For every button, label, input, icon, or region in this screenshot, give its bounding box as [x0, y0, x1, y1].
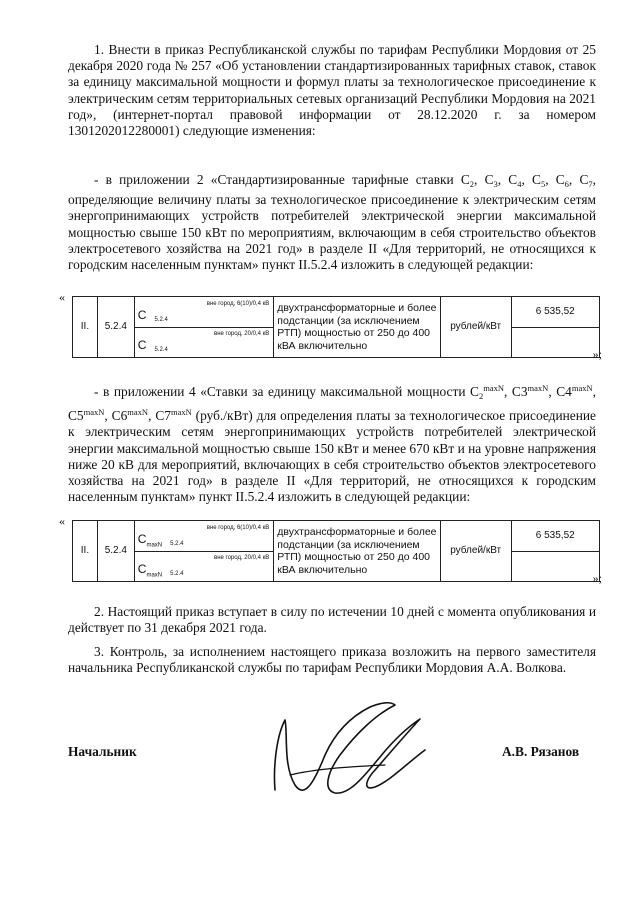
table-1-item: 5.2.4: [97, 297, 134, 358]
table-2-unit: рублей/кВт: [440, 521, 511, 582]
table-1-section: II.: [73, 297, 98, 358]
table-1-description: двухтрансформаторные и более подстанции (за исключением РТП) мощностью от 250 до 400 кВА включительно: [274, 297, 441, 358]
table-2-description: двухтрансформаторные и более подстанции (за исключением РТП) мощностью от 250 до 400 кВА включительно: [274, 521, 441, 582]
signature-position: Начальник: [68, 744, 137, 759]
table-2-section: II.: [73, 521, 98, 582]
appendix-4-text-end: (руб./кВт) для определения платы за технологическое присоединение к электрическим сетям энергопринимающих устройств потребителей электрической энергии максимальной мощностью свыше 150 кВт и менее 670 кВт и на уровне напряжения ниже 20 кВ для мероприятий, включающих в себя строительство объектов электросетевого хозяйства на 2021 год» в разделе II «Для территорий, не относящихся к городским населенным пунктам» пункт II.5.2.4 изложить в следующей редакции:: [68, 408, 596, 505]
item-1-text: 1. Внести в приказ Республиканской службы по тарифам Республики Мордовия от 25 декабря 2020 года № 257 «Об установлении стандартизированных тарифных ставок, ставок за единицу максимальной мощности и формул платы за технологическое присоединение к электрическим сетям территориальных сетевых организаций Республики Мордовия на 2021 год», (интернет-портал правовой информации от 28.12.2020 г. за номером 1301202012280001) следующие изменения:: [68, 42, 596, 139]
table-2-item: 5.2.4: [97, 521, 134, 582]
appendix-2-text-end: , определяющие величину платы за технологическое присоединение к электрическим сетям энергопринимающих устройств потребителей электрической энергии максимальной мощностью свыше 150 кВт по мероприятиям, включающим в себя строительство объектов электросетевого хозяйства на 2021 год» в разделе II «Для территорий, не относящихся к городским населенным пунктам» пункт II.5.2.4 изложить в следующей редакции:: [68, 172, 596, 273]
rate-table-2: « II. 5.2.4 вне город, 6(10)/0,4 кВ $С_{maxN}$ 5.2.4 двухтрансформаторные и более подстанции (за исключением РТП) мощностью от 250 до 400 кВА включительно рублей/кВт 6 535,52 вне город, 20/0,4 кВ $С_{maxN}$ 5.2.4 »;: [59, 514, 602, 585]
item-3-paragraph: [68, 644, 596, 676]
table-1-row-2-symbol: вне город, 20/0,4 кВ С 5.2.4: [134, 327, 273, 358]
table-2-value: 6 535,52: [511, 521, 599, 552]
table-2-row-1-symbol: вне город, 6(10)/0,4 кВ $С_{maxN}$ 5.2.4: [134, 521, 273, 552]
signature-name: А.В. Рязанов: [502, 744, 580, 759]
handwritten-signature: [255, 695, 445, 815]
appendix-2-paragraph: - в приложении 2 «Стандартизированные тарифные ставки $С_2$, $С_3$, $С_4$, $С_5$, $С_6$, $С_7$, определяющие величину платы за технологическое присоединение к электрическим сетям энергопринимающих устройств потребителей электрической энергии максимальной мощностью свыше 150 кВт по мероприятиям, включающим в себя строительство объектов электросетевого хозяйства на 2021 год» в разделе II «Для территорий, не относящихся к городским населенным пунктам» пункт II.5.2.4 изложить в следующей редакции:: [68, 172, 596, 273]
table-2-row-2-symbol: вне город, 20/0,4 кВ $С_{maxN}$ 5.2.4: [134, 551, 273, 582]
item-1-paragraph: [68, 42, 596, 139]
appendix-4-paragraph: - в приложении 4 «Ставки за единицу максимальной мощности $С_2^{maxN}$, $С3^{maxN}$, $С4^{maxN}$, $С5^{maxN}$, $С6^{maxN}$, $С7^{maxN}$ (руб./кВт) для определения платы за технологическое присоединение к электрическим сетям энергопринимающих устройств потребителей электрической энергии максимальной мощностью свыше 150 кВт и менее 670 кВт и на уровне напряжения ниже 20 кВ для мероприятий, включающих в себя строительство объектов электросетевого хозяйства на 2021 год» в разделе II «Для территорий, не относящихся к городским населенным пунктам» пункт II.5.2.4 изложить в следующей редакции:: [68, 383, 596, 505]
item-2-paragraph: [68, 604, 596, 636]
appendix-4-text-start: - в приложении 4 «Ставки за единицу максимальной мощности С: [94, 384, 479, 399]
item-3-text: 3. Контроль, за исполнением настоящего приказа возложить на первого заместителя начальника Республиканской службы по тарифам Республики Мордовия А.А. Волкова.: [68, 644, 596, 676]
table-1-unit: рублей/кВт: [440, 297, 511, 358]
table-1-value-empty: [511, 327, 599, 358]
table-1-row-1-symbol: вне город, 6(10)/0,4 кВ С 5.2.4: [134, 297, 273, 328]
item-2-text: 2. Настоящий приказ вступает в силу по истечении 10 дней с момента опубликования и действует по 31 декабря 2021 года.: [68, 604, 596, 636]
rate-table-1: « II. 5.2.4 вне город, 6(10)/0,4 кВ С 5.2.4 двухтрансформаторные и более подстанции (за исключением РТП) мощностью от 250 до 400 кВА включительно рублей/кВт 6 535,52 вне город, 20/0,4 кВ С 5.2.4 »;: [59, 290, 602, 361]
appendix-2-text-start: - в приложении 2 «Стандартизированные тарифные ставки С: [94, 172, 470, 187]
table-1-value: 6 535,52: [511, 297, 599, 328]
table-2-value-empty: [511, 551, 599, 582]
